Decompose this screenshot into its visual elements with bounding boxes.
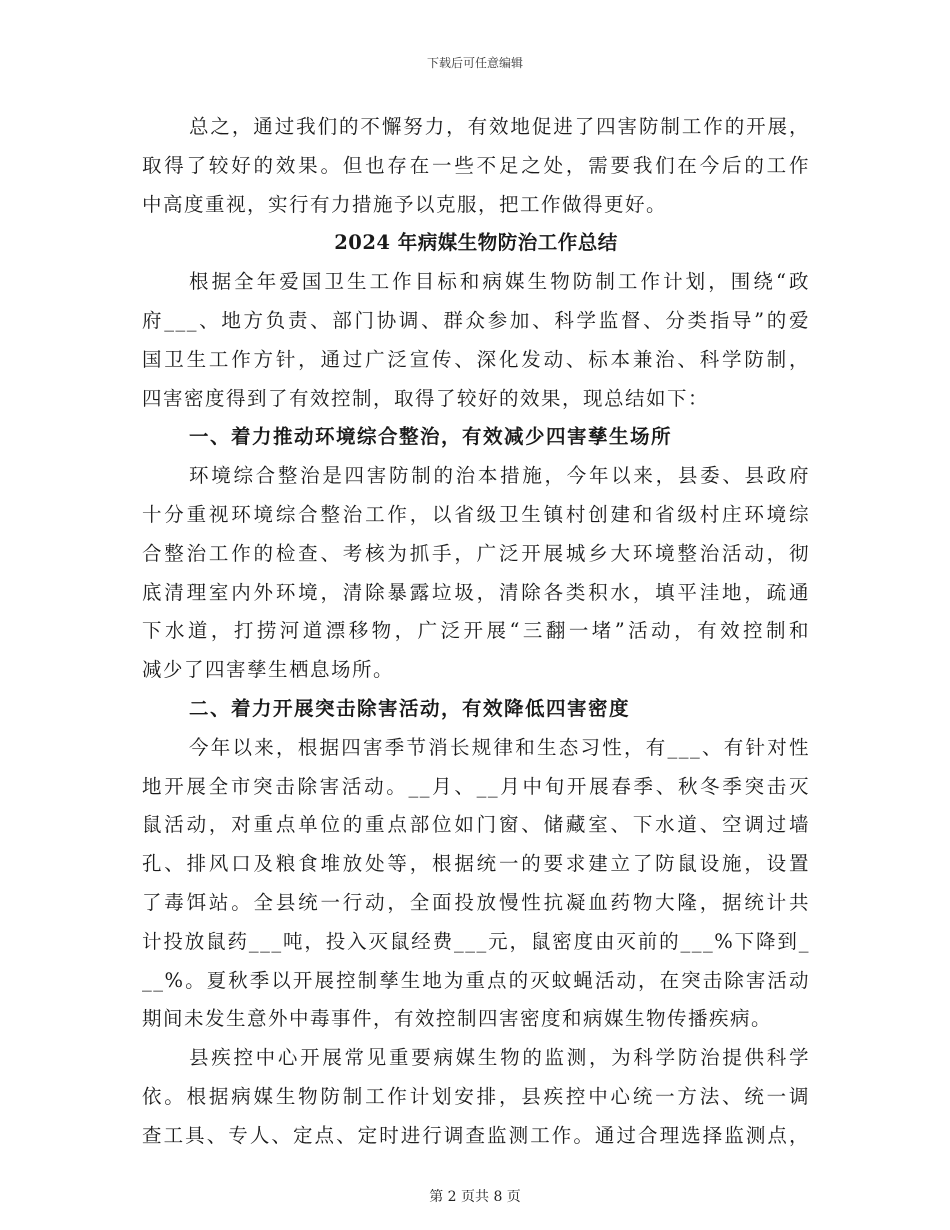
paragraph-line: 府___、地方负责、部门协调、群众参加、科学监督、分类指导”的爱: [142, 308, 810, 332]
paragraph-line: 了毒饵站。全县统一行动，全面投放慢性抗凝血药物大隆，据统计共: [142, 890, 810, 914]
paragraph-line: 根据全年爱国卫生工作目标和病媒生物防制工作计划，围绕“政: [189, 270, 810, 294]
paragraph-line: 鼠活动，对重点单位的重点部位如门窗、储藏室、下水道、空调过墙: [142, 813, 810, 837]
paragraph-line: 今年以来，根据四害季节消长规律和生态习性，有___、有针对性: [189, 735, 810, 759]
paragraph-line: 环境综合整治是四害防制的治本措施，今年以来，县委、县政府: [189, 464, 810, 488]
paragraph-line: 四害密度得到了有效控制，取得了较好的效果，现总结如下：: [142, 386, 710, 410]
section-heading: 二、着力开展突击除害活动，有效降低四害密度: [189, 696, 631, 720]
paragraph-line: 国卫生工作方针，通过广泛宣传、深化发动、标本兼治、科学防制，: [142, 347, 810, 371]
paragraph-line: 中高度重视，实行有力措施予以克服，把工作做得更好。: [142, 192, 668, 216]
paragraph-line: 下水道，打捞河道漂移物，广泛开展“三翻一堵”活动，有效控制和: [142, 619, 810, 643]
paragraph-line: 取得了较好的效果。但也存在一些不足之处，需要我们在今后的工作: [142, 153, 810, 177]
paragraph-line: 合整治工作的检查、考核为抓手，广泛开展城乡大环境整治活动，彻: [142, 541, 810, 565]
paragraph-line: 依。根据病媒生物防制工作计划安排，县疾控中心统一方法、统一调: [142, 1084, 810, 1108]
paragraph-line: 计投放鼠药___吨，投入灭鼠经费___元，鼠密度由灭前的___%下降到_: [142, 929, 810, 953]
paragraph-line: 十分重视环境综合整治工作，以省级卫生镇村创建和省级村庄环境综: [142, 502, 810, 526]
paragraph-line: 减少了四害孳生栖息场所。: [142, 658, 395, 682]
document-title: 2024 年病媒生物防治工作总结: [334, 231, 618, 255]
paragraph-line: 县疾控中心开展常见重要病媒生物的监测，为科学防治提供科学: [189, 1046, 810, 1070]
paragraph-line: 查工具、专人、定点、定时进行调查监测工作。通过合理选择监测点，: [142, 1123, 810, 1147]
section-heading: 一、着力推动环境综合整治，有效减少四害孳生场所: [189, 425, 673, 449]
page-header: 下载后可任意编辑: [426, 56, 523, 70]
paragraph-line: __%。夏秋季以开展控制孳生地为重点的灭蚊蝇活动，在突击除害活动: [142, 968, 810, 992]
paragraph-line: 地开展全市突击除害活动。__月、__月中旬开展春季、秋冬季突击灭: [142, 774, 810, 798]
paragraph-line: 期间未发生意外中毒事件，有效控制四害密度和病媒生物传播疾病。: [142, 1007, 773, 1031]
paragraph-line: 总之，通过我们的不懈努力，有效地促进了四害防制工作的开展，: [189, 115, 810, 138]
document-body: [142, 108, 810, 1156]
paragraph-line: 孔、排风口及粮食堆放处等，根据统一的要求建立了防鼠设施，设置: [142, 852, 810, 876]
paragraph-line: 底清理室内外环境，清除暴露垃圾，清除各类积水，填平洼地，疏通: [142, 580, 810, 604]
page-footer: 第 2 页共 8 页: [429, 1189, 521, 1205]
